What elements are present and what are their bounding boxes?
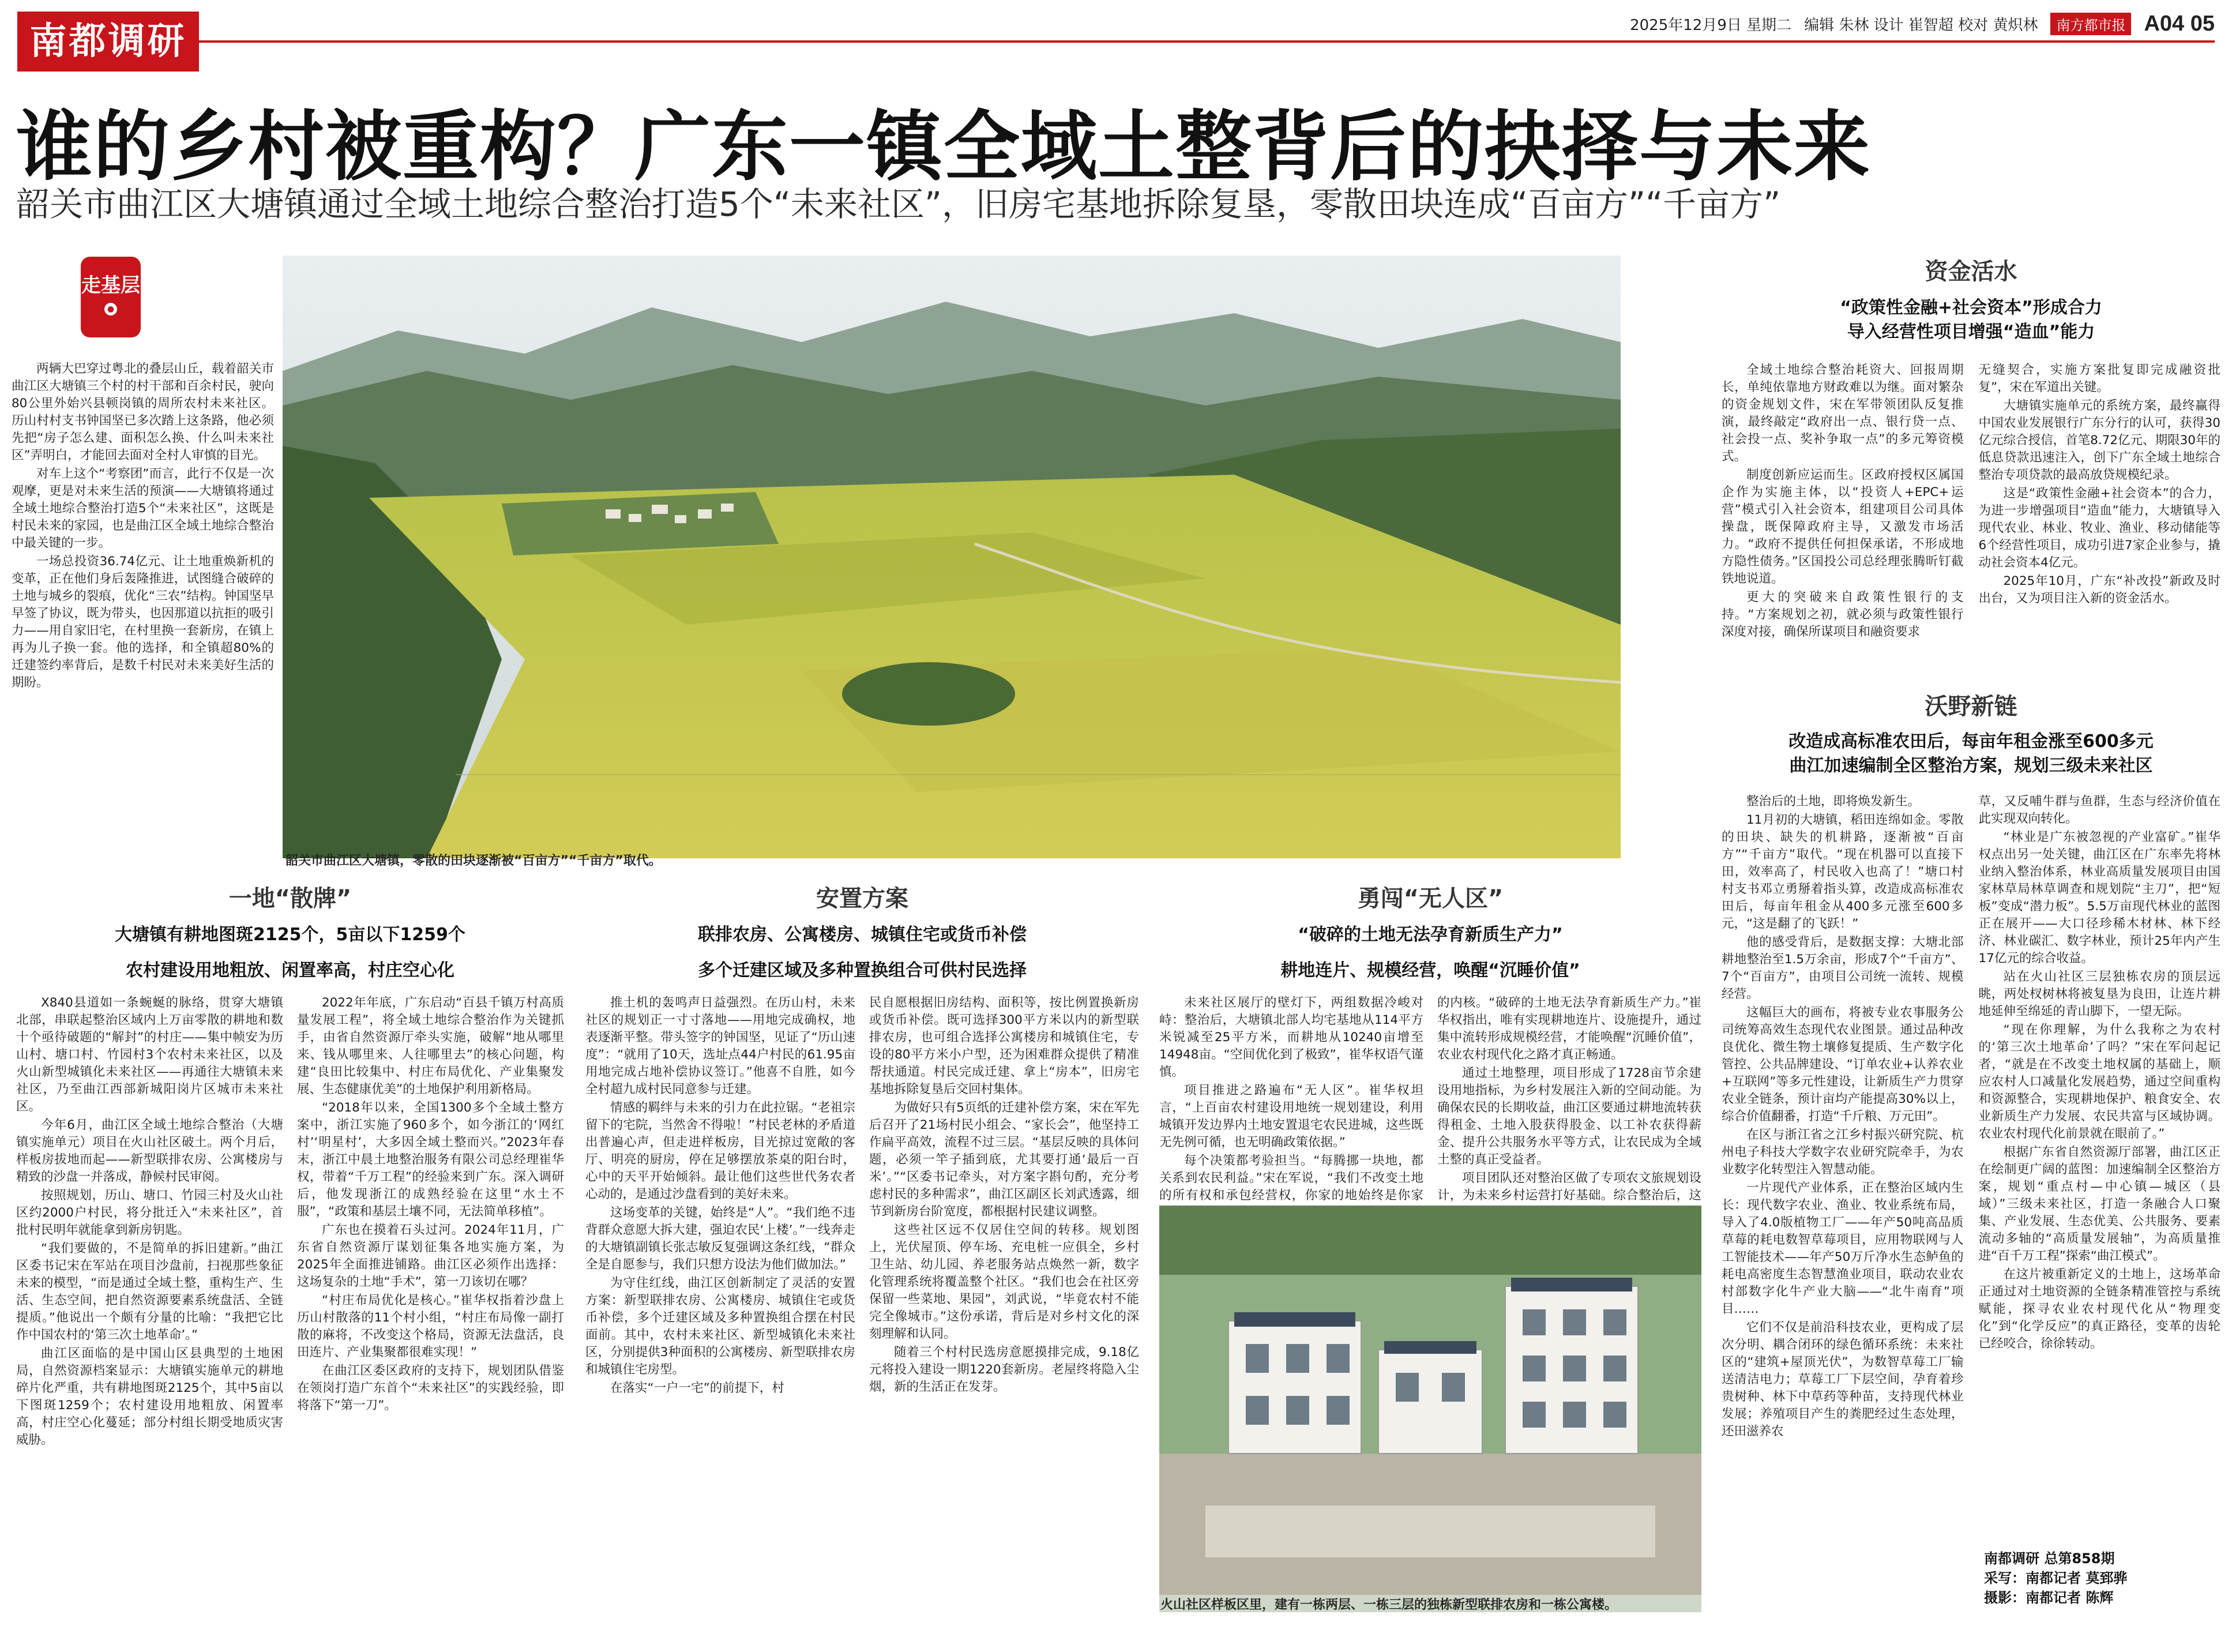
credits	[1984, 1549, 2127, 1608]
paragraph: “林业是广东被忽视的产业富矿。”崔华权点出另一处关键，曲江区在广东率先将林业纳入整治体系，林业高质量发展项目由国家林草局林草调查和规划院“主刀”，把“短板”变成“潜力板”。5.5万亩现代林业的蓝图正在展开——大口径珍稀木材林、林下经济、林业碳汇、数字林业，预计25年内产生17亿元的综合收益。	[1978, 830, 2220, 966]
paragraph: 11月初的大塘镇，稻田连绵如金。零散的田块、缺失的机耕路，逐渐被“百亩方”“千亩方”取代。“现在机器可以直接下田，效率高了，村民收入也高了！”塘口村村支书邓立勇掰着指头算，改造成高标准农田后，每亩年租金从400多元涨至600多元，“这是翻了的飞跃！”	[1722, 813, 1964, 931]
paragraph: 项目团队还对整治区做了专项农文旅规划设计，为未来乡村运营打好基础。综合整治后，这	[1437, 1171, 1701, 1203]
section-title: 一地“散牌”	[228, 885, 352, 912]
section-deck-line: 导入经营性项目增强“造血”能力	[1847, 322, 2095, 342]
paragraph: “2018年以来，全国1300多个全域土整方案中，浙江实施了960多个，如今浙江的‘网红村’‘明星村’，大多因全域土整而兴。”2023年春末，浙江中晨土地整治服务有限公司总经理崔华权，带着“千万工程”的经验来到广东。深入调研后，他发现浙江的成熟经验在这里“水土不服”，“政策和基层土壤不同，无法简单移植”。	[297, 1101, 564, 1219]
model-community-photo	[1159, 1206, 1701, 1612]
community-illustration	[1159, 1206, 1701, 1595]
issue-date: 2025年12月9日 星期二	[1630, 16, 1792, 34]
credit-writer: 采写：南都记者 莫郅骅	[1984, 1570, 2128, 1586]
lead-text	[12, 361, 274, 831]
grassroots-badge	[81, 257, 141, 337]
paragraph: 项目推进之路遍布“无人区”。崔华权坦言，“上百亩农村建设用地统一规划建设，利用城镇开发边界内土地安置退宅农民进城，这些既无先例可循，也无明确政策依据。”	[1159, 1083, 1423, 1150]
paragraph: 在区与浙江省之江乡村振兴研究院、杭州电子科技大学数字农业研究院牵手，为农业数字化转型注入智慧动能。	[1722, 1128, 1964, 1177]
paragraph: 按照规划，历山、塘口、竹园三村及火山社区约2000户村民，将分批迁入“未来社区”，首批村民明年就能拿到新房钥匙。	[16, 1188, 283, 1237]
text-column	[869, 994, 1139, 1652]
paragraph: 每个决策都考验担当。“每腾挪一块地，都关系到农民利益。”宋在军说，“我们不改变土地的所有权和承包经营权，你家的地始终是你家	[1159, 1154, 1423, 1203]
paragraph: 全域土地综合整治耗资大、回报周期长，单纯依靠地方财政难以为继。面对繁杂的资金规划文件，宋在军带领团队反复推演，最终敲定“政府出一点、银行贷一点、社会投一点、奖补争取一点”的多元筹资模式。	[1722, 363, 1964, 464]
section-deck-line: 联排农房、公寓楼房、城镇住宅或货币补偿	[698, 925, 1027, 945]
subhead: 韶关市曲江区大塘镇通过全域土地综合整治打造5个“未来社区”，旧房宅基地拆除复垦，零散田块连成“百亩方”“千亩方”	[16, 185, 1781, 224]
section-logo: 南都调研	[17, 12, 199, 72]
section-farmland-chain	[1722, 690, 2220, 1537]
section-deck-line: 大塘镇有耕地图斑2125个，5亩以下1259个	[115, 925, 465, 945]
paragraph: 情感的羁绊与未来的引力在此拉锯。“老祖宗留下的宅院，当然舍不得啦！”村民老林的矛盾道出普遍心声，但走进样板房，目光掠过宽敞的客厅、明亮的厨房，停在足够摆放茶桌的阳台时，心中的天平开始倾斜。最让他们这些世代务农者心动的，是通过沙盘看到的美好未来。	[585, 1101, 855, 1202]
paragraph: “村庄布局优化是核心。”崔华权指着沙盘上历山村散落的11个村小组，“村庄布局像一副打散的麻将，不改变这个格局，资源无法盘活，良田连片、产业集聚都很难实现！”	[297, 1293, 564, 1360]
section-funding	[1722, 256, 2220, 644]
text-column	[1722, 793, 1964, 1537]
paragraph: 的内核。“破碎的土地无法孕育新质生产力。”崔华权指出，唯有实现耕地连片、设施提升，通过集中流转形成规模经营，才能唤醒“沉睡价值”，农业农村现代化之路才真正畅通。	[1437, 996, 1701, 1062]
badge-label: 走基层	[81, 274, 140, 297]
paragraph: 为守住红线，曲江区创新制定了灵活的安置方案：新型联排农房、公寓楼房、城镇住宅或货币补偿，多个迁建区域及多种置换组合摆在村民面前。其中，农村未来社区、新型城镇化未来社区，分别提供3种面积的公寓楼房、新型联排农房和城镇住宅房型。	[585, 1276, 855, 1377]
text-column	[1979, 793, 2221, 1537]
paragraph: 这是“政策性金融+社会资本”的合力，为进一步增强项目“造血”能力，大塘镇导入现代农业、林业、牧业、渔业、移动储能等6个经营性项目，成功引进7家企业参与，撬动社会资本4亿元。	[1978, 486, 2220, 570]
section-resettlement	[585, 883, 1139, 1652]
paragraph: 今年6月，曲江区全域土地综合整治（大塘镇实施单元）项目在火山社区破土。两个月后，样板房拔地而起——新型联排农房、公寓楼房与精致的沙盘一并落成，静候村民审阅。	[16, 1118, 283, 1184]
lead-paragraph: 对车上这个“考察团”而言，此行不仅是一次观摩，更是对未来生活的预演——大塘镇将通过全域土地综合整治打造5个“未来社区”，这既是村民未来的家园，也是曲江区全域土地综合整治中最关键的一步。	[12, 467, 274, 550]
text-column	[1159, 994, 1423, 1217]
paragraph: 大塘镇实施单元的系统方案，最终赢得中国农业发展银行广东分行的认可，获得30亿元综合授信，首笔8.72亿元、期限30年的低息贷款迅速注入，创下广东全域土地综合整治专项贷款的最高放贷规模纪录。	[1978, 399, 2220, 482]
credit-series: 南都调研 总第858期	[1984, 1550, 2115, 1567]
paragraph: 整治后的土地，即将焕发新生。	[1746, 794, 1921, 809]
text-column	[297, 994, 564, 1652]
section-deck-line: 曲江加速编制全区整治方案，规划三级未来社区	[1789, 756, 2153, 776]
section-title: 资金活水	[1925, 258, 2017, 285]
text-column	[16, 994, 283, 1652]
paragraph: X840县道如一条蜿蜒的脉络，贯穿大塘镇北部，串联起整治区域内上万亩零散的耕地和数十个亟待破题的“解封”的村庄——集中帧安为历山村、塘口村、竹园村3个农村未来社区，以及火山新型城镇化未来社区——再通往大塘镇未来社区，乃至曲江西部新城阳岗片区城市未来社区。	[16, 996, 283, 1114]
page-number: A04 05	[2144, 11, 2215, 36]
masthead-info	[1630, 10, 2215, 37]
paragraph: 在曲江区委区政府的支持下，规划团队借鉴在领岗打造广东首个“未来社区”的实践经验，即将落下“第一刀”。	[297, 1364, 564, 1413]
text-column	[1722, 362, 1964, 644]
paragraph: “我们要做的，不是简单的拆旧建新。”曲江区委书记宋在军站在项目沙盘前，扫视那些象征未来的模型，“而是通过全域土整，重构生产、生活、生态空间，把自然资源要素系统盘活、全链提质。”他说出一个颇有分量的比喻：“我把它比作中国农村的‘第三次土地革命’。”	[16, 1241, 283, 1342]
aerial-farmland-photo	[283, 256, 1621, 858]
paragraph: 站在火山社区三层独栋农房的顶层远眺，两处杈树林将被复垦为良田，让连片耕地延伸至绵延的青山脚下，一望无际。	[1978, 970, 2220, 1019]
section-uncharted	[1159, 883, 1701, 1217]
photo-caption: 韶关市曲江区大塘镇，零散的田块逐渐被“百亩方”“千亩方”取代。	[285, 854, 662, 868]
editor-credits: 编辑 朱林 设计 崔智超 校对 黄炽林	[1804, 16, 2038, 34]
section-title: 沃野新链	[1925, 693, 2017, 720]
paragraph: 它们不仅是前沿科技农业，更构成了层次分明、耦合闭环的绿色循环系统：未来社区的“建筑+屋顶光伏”，为数智草莓工厂输送清洁电力；草莓工厂下层空间，孕育着珍贵树种、林下中草药等种苗，支持现代林业发展；养殖项目产生的粪肥经过生态处理，还田滋养农	[1722, 1320, 1964, 1439]
paper-tag: 南方都市报	[2050, 13, 2131, 35]
paragraph: 这幅巨大的画布，将被专业农事服务公司统筹高效生态现代农业图景。通过品种改良优化、微生物土壤修复提质、生产数字化管控、公共品牌建设、“订单农业+认养农业+互联网”等多元性建设，让新质生产力贯穿农业全链条，预计亩均产能提高30%以上，综合价值翻番，打造“千斤粮、万元田”。	[1722, 1005, 1964, 1124]
section-scattered-land	[16, 883, 564, 1652]
paragraph: 2025年10月，广东“补改投”新政及时出台，又为项目注入新的资金活水。	[1978, 574, 2220, 606]
paragraph: 随着三个村村民选房意愿摸排完成，9.18亿元将投入建设一期1220套新房。老屋终将隐入尘烟，新的生活正在发芽。	[869, 1345, 1139, 1394]
paragraph: “现在你理解，为什么我称之为农村的‘第三次土地革命’了吗？”宋在军问起记者，“就是在不改变土地权属的基础上，顺应农村人口减量化发展趋势，通过空间重构和资源整合，实现耕地保护、粮食安全、农业新质生产力发展、农民共富与区域协调。农业农村现代化前景就在眼前了。”	[1978, 1023, 2220, 1141]
paragraph: 在落实“一户一宅”的前提下，村	[610, 1381, 784, 1395]
text-column	[1437, 994, 1701, 1217]
section-deck-line: “破碎的土地无法孕育新质生产力”	[1298, 925, 1563, 945]
community-photo-caption: 火山社区样板区里，建有一栋两层、一栋三层的独栋新型联排农房和一栋公寓楼。	[1160, 1598, 1618, 1612]
section-deck-line: 耕地连片、规模经营，唤醒“沉睡价值”	[1280, 960, 1580, 981]
section-deck-line: “政策性金融+社会资本”形成合力	[1840, 298, 2102, 318]
headline: 谁的乡村被重构？广东一镇全域土整背后的抉择与未来	[16, 103, 1871, 192]
paragraph: 草，又反哺牛群与鱼群，生态与经济价值在此实现双向转化。	[1978, 794, 2220, 826]
section-deck-line: 多个迁建区域及多种置换组合可供村民选择	[698, 960, 1027, 981]
paragraph: 广东也在摸着石头过河。2024年11月，广东省自然资源厅谋划征集各地实施方案，为2025年全面推进铺路。曲江区必须作出选择：这场复杂的土地“手术”，第一刀该切在哪？	[297, 1223, 564, 1289]
badge-dot-icon: ●	[104, 303, 117, 316]
text-column	[585, 994, 855, 1652]
paragraph: 无缝契合，实施方案批复即完成融资批复”，宋在军道出关键。	[1978, 363, 2220, 395]
paragraph: 在这片被重新定义的土地上，这场革命正通过对土地资源的全链条精准管控与系统赋能，探寻农业农村现代化从“物理变化”到“化学反应”的真正路径，变革的齿轮已经咬合，徐徐转动。	[1978, 1267, 2220, 1351]
paragraph: 民自愿根据旧房结构、面积等，按比例置换新房或货币补偿。既可选择300平方米以内的新型联排农房，也可组合选择公寓楼房和城镇住宅，专设的80平方米小户型，还为困难群众提供了精准帮扶通道。村民完成迁建、拿上“房本”，旧房宅基地拆除复垦后交回村集体。	[869, 996, 1139, 1097]
section-deck-line: 农村建设用地粗放、闲置率高，村庄空心化	[126, 960, 454, 981]
section-title: 安置方案	[816, 885, 908, 912]
section-deck-line: 改造成高标准农田后，每亩年租金涨至600多元	[1788, 731, 2154, 752]
paragraph: 一片现代产业体系，正在整治区域内生长：现代数字农业、渔业、牧业系统布局，导入了4.0版植物工厂——年产50吨高品质草莓的耗电数智草莓项目，应用物联网与人工智能技术——年产50万斤净水生态鲈鱼的耗电高密度生态智慧渔业项目，联动农业农村部数字化牛产业大脑——“北牛南育”项目……	[1722, 1181, 1964, 1316]
paragraph: 推土机的轰鸣声日益强烈。在历山村，未来社区的规划正一寸寸落地——用地完成确权，地表逐渐平整。带头签字的钟国坚，见证了“历山速度”：“就用了10天，选址点44户村民的61.95亩用地完成占地补偿协议签订。”他喜不自胜，如今全村超九成村民同意参与迁建。	[585, 996, 855, 1097]
paragraph: 制度创新应运而生。区政府授权区属国企作为实施主体，以“投资人+EPC+运营”模式引入社会资本，组建项目公司具体操盘，既保障政府主导，又激发市场活力。“政府不提供任何担保承诺，不形成地方隐性债务。”区国投公司总经理张腾昕钉截铁地说道。	[1722, 468, 1964, 586]
paragraph: 这些社区远不仅居住空间的转移。规划图上，光伏屋顶、停车场、充电桩一应俱全，乡村卫生站、幼儿园、养老服务站点焕然一新，数字化管理系统将覆盖整个社区。“我们也会在社区旁保留一些菜地、果园”，刘武说，“毕竟农村不能完全像城市。”这份承诺，背后是对乡村文化的深刻理解和认同。	[869, 1223, 1139, 1341]
paragraph: 根据广东省自然资源厅部署，曲江区正在绘制更广阔的蓝图：加速编制全区整治方案，规划“重点村—中心镇—城区（县域）”三级未来社区，打造一条融合人口聚集、产业发展、生态优美、公共服务、要素流动多轴的“高质量发展轴”，为高质量推进“百千万工程”探索“曲江模式”。	[1978, 1145, 2220, 1263]
lead-paragraph: 一场总投资36.74亿元、让土地重焕新机的变革，正在他们身后轰隆推进，试图缝合破碎的土地与城乡的裂痕，优化“三农”结构。钟国坚早早签了协议，既为带头，也因那道以抗拒的吸引力——用自家旧宅，在村里换一套新房，在镇上再为儿子换一套。他的选择，和全镇超80%的迁建签约率背后，是数千村民对未来美好生活的期盼。	[12, 554, 274, 690]
masthead-rule	[199, 40, 2215, 43]
paragraph: 曲江区面临的是中国山区县典型的土地困局，自然资源档案显示：大塘镇实施单元的耕地碎片化严重，共有耕地图斑2125个，其中5亩以下图斑1259个；农村建设用地粗放、闲置率高，村庄空心化蔓延；部分村组长期受地质灾害威胁。	[16, 1346, 283, 1447]
paragraph: 未来社区展厅的壁灯下，两组数据冷峻对峙：整治后，大塘镇北部人均宅基地从114平方米锐减至25平方米，而耕地从10240亩增至14948亩。“空间优化到了极致”，崔华权语气谨慎。	[1159, 996, 1423, 1079]
paragraph: 2022年年底，广东启动“百县千镇万村高质量发展工程”，将全域土地综合整治作为关键抓手，由省自然资源厅牵头实施，破解“地从哪里来、钱从哪里来、人往哪里去”的核心问题，构建“良田比较集中、村庄布局优化、产业集聚发展、生态健康优美”的土地保护利用新格局。	[297, 996, 564, 1097]
credit-photographer: 摄影：南都记者 陈辉	[1984, 1590, 2114, 1606]
paragraph: 更大的突破来自政策性银行的支持。“方案规划之初，就必须与政策性银行深度对接，确保所谋项目和融资要求	[1722, 590, 1964, 639]
right-column	[1722, 256, 2220, 1537]
section-title: 勇闯“无人区”	[1357, 885, 1504, 912]
farmland-illustration	[283, 256, 1621, 858]
lead-paragraph: 两辆大巴穿过粤北的叠层山丘，载着韶关市曲江区大塘镇三个村的村干部和百余村民，驶向80公里外始兴县顿岗镇的周所农村未来社区。历山村村支书钟国坚已多次踏上这条路，他必须先把“房子怎么建、面积怎么换、什么叫未来社区”弄明白，才能回去面对全村人审慎的目光。	[12, 362, 274, 463]
paragraph: 为做好只有5页纸的迁建补偿方案，宋在军先后召开了21场村民小组会、“家长会”，他坚持工作扁平高效，流程不过三层。“基层反映的具体问题，必须一竿子插到底，尤其要打通‘最后一百米’。”“区委书记牵头，对方案字斟句酌，充分考虑村民的多种需求”，曲江区副区长刘武透露，细节到新房台阶宽度，都根据村民建议调整。	[869, 1101, 1139, 1219]
paragraph: 这场变革的关键，始终是“人”。“我们绝不违背群众意愿大拆大建，强迫农民‘上楼’。”一线奔走的大塘镇副镇长张志敏反复强调这条红线，“群众全是自愿参与，我们只想方设法为他们做加法。”	[585, 1206, 855, 1272]
paragraph: 通过土地整理，项目形成了1728亩节余建设用地指标，为乡村发展注入新的空间动能。为确保农民的长期收益，曲江区要通过耕地流转获得租金、土地入股获得股金、以工补农获得薪金、提升公共服务水平等方式，让农民成为全域土整的真正受益者。	[1437, 1066, 1701, 1167]
paragraph: 他的感受背后，是数据支撑：大塘北部耕地整治至1.5万余亩，形成7个“千亩方”、7个“百亩方”，由项目公司统一流转、规模经营。	[1722, 935, 1964, 1001]
text-column	[1979, 362, 2221, 644]
